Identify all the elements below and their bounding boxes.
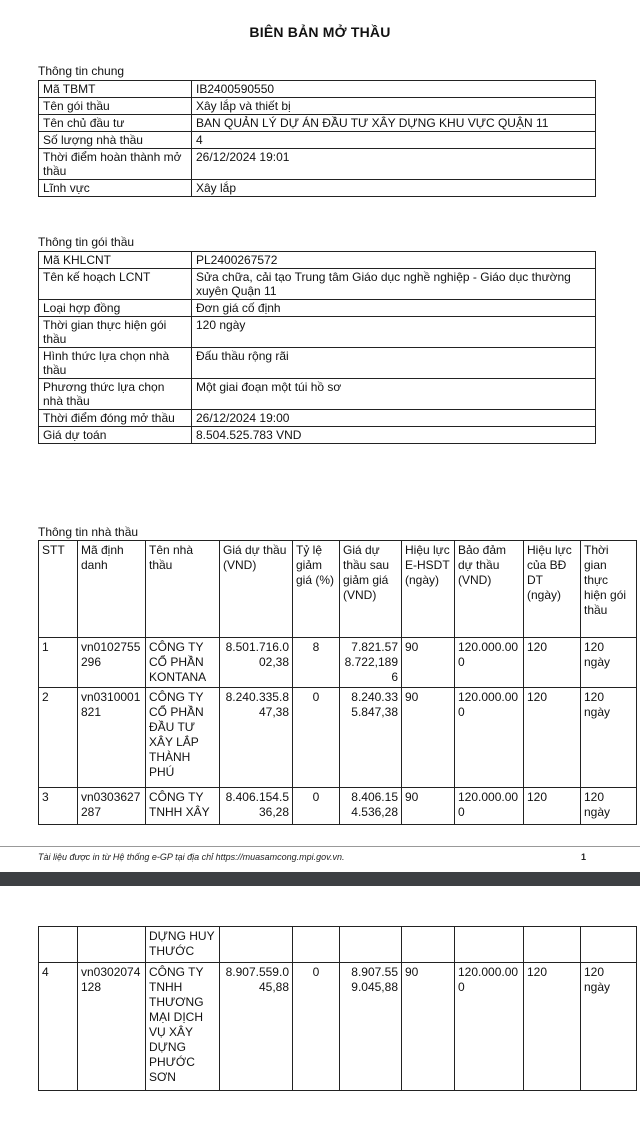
table-row: [39, 149, 596, 180]
general-key: Thời điểm hoàn thành mở thầu: [39, 149, 192, 180]
validity-cell: 90: [402, 638, 455, 688]
guarantee-validity-cell: 120: [524, 638, 581, 688]
empty-cell: [39, 927, 78, 963]
name-cell: CÔNG TY CỔ PHẦN KONTANA: [146, 638, 220, 688]
contractor-table: [38, 540, 637, 825]
col-header: Tên nhà thầu: [146, 541, 220, 638]
table-row: [39, 252, 596, 269]
guarantee-validity-cell: 120: [524, 788, 581, 825]
name-cell: CÔNG TY TNHH XÂY: [146, 788, 220, 825]
package-key: Thời điểm đóng mở thầu: [39, 410, 192, 427]
table-row: [39, 180, 596, 197]
general-value: Xây lắp và thiết bị: [192, 98, 596, 115]
guarantee-cell: 120.000.000: [455, 788, 524, 825]
empty-cell: [455, 927, 524, 963]
table-row: [39, 300, 596, 317]
price-cell: 8.907.559.045,88: [220, 963, 293, 1091]
general-value: IB2400590550: [192, 81, 596, 98]
package-value: Đấu thầu rộng rãi: [192, 348, 596, 379]
table-row: [39, 963, 637, 1091]
page-footer: [38, 852, 598, 862]
validity-cell: 90: [402, 788, 455, 825]
table-header-row: [39, 541, 637, 638]
table-row: [39, 348, 596, 379]
footer-text: Tài liệu được in từ Hệ thống e-GP tại địa chỉ https://muasamcong.mpi.gov.vn.: [38, 852, 345, 862]
package-key: Hình thức lựa chọn nhà thầu: [39, 348, 192, 379]
col-header: Hiệu lực của BĐ DT (ngày): [524, 541, 581, 638]
table-row: [39, 379, 596, 410]
general-key: Lĩnh vực: [39, 180, 192, 197]
general-value: Xây lắp: [192, 180, 596, 197]
general-key: Tên gói thầu: [39, 98, 192, 115]
discount-cell: 0: [293, 688, 340, 788]
document-title: BIÊN BẢN MỞ THẦU: [249, 24, 391, 40]
col-header: Hiệu lực E-HSDT (ngày): [402, 541, 455, 638]
name-cell: CÔNG TY CỔ PHẦN ĐẦU TƯ XÂY LẮP THÀNH PHÚ: [146, 688, 220, 788]
guarantee-validity-cell: 120: [524, 963, 581, 1091]
package-value: 120 ngày: [192, 317, 596, 348]
empty-cell: [293, 927, 340, 963]
package-value: 26/12/2024 19:00: [192, 410, 596, 427]
package-key: Mã KHLCNT: [39, 252, 192, 269]
general-value: 4: [192, 132, 596, 149]
contractor-table-continued: [38, 926, 637, 1091]
package-key: Phương thức lựa chọn nhà thầu: [39, 379, 192, 410]
table-row: [39, 81, 596, 98]
empty-cell: [524, 927, 581, 963]
package-info-heading: Thông tin gói thầu: [38, 235, 135, 249]
name-cell: DỰNG HUY THƯỚC: [146, 927, 220, 963]
duration-cell: 120 ngày: [581, 963, 637, 1091]
discount-cell: 0: [293, 963, 340, 1091]
price-cell: 8.501.716.002,38: [220, 638, 293, 688]
table-row: [39, 115, 596, 132]
validity-cell: 90: [402, 688, 455, 788]
id-cell: vn0302074128: [78, 963, 146, 1091]
duration-cell: 120 ngày: [581, 788, 637, 825]
table-row: [39, 98, 596, 115]
empty-cell: [340, 927, 402, 963]
guarantee-cell: 120.000.000: [455, 638, 524, 688]
contractor-info-heading: Thông tin nhà thầu: [38, 525, 139, 539]
general-info-heading: Thông tin chung: [38, 64, 125, 78]
stt-cell: 3: [39, 788, 78, 825]
empty-cell: [581, 927, 637, 963]
footer-divider: [0, 846, 640, 847]
duration-cell: 120 ngày: [581, 638, 637, 688]
col-header: Thời gian thực hiện gói thầu: [581, 541, 637, 638]
col-header: Giá dự thầu sau giảm giá (VND): [340, 541, 402, 638]
general-value: BAN QUẢN LÝ DỰ ÁN ĐẦU TƯ XÂY DỰNG KHU VỰC QUẬN 11: [192, 115, 596, 132]
package-value: Một giai đoạn một túi hồ sơ: [192, 379, 596, 410]
duration-cell: 120 ngày: [581, 688, 637, 788]
after-discount-cell: 8.240.335.847,38: [340, 688, 402, 788]
guarantee-cell: 120.000.000: [455, 688, 524, 788]
general-key: Số lượng nhà thầu: [39, 132, 192, 149]
after-discount-cell: 8.406.154.536,28: [340, 788, 402, 825]
id-cell: vn0303627287: [78, 788, 146, 825]
package-value: PL2400267572: [192, 252, 596, 269]
price-cell: 8.240.335.847,38: [220, 688, 293, 788]
id-cell: vn0310001821: [78, 688, 146, 788]
guarantee-cell: 120.000.000: [455, 963, 524, 1091]
col-header: STT: [39, 541, 78, 638]
general-key: Tên chủ đầu tư: [39, 115, 192, 132]
price-cell: 8.406.154.536,28: [220, 788, 293, 825]
package-value: 8.504.525.783 VND: [192, 427, 596, 444]
col-header: Giá dự thầu (VND): [220, 541, 293, 638]
stt-cell: 2: [39, 688, 78, 788]
table-row: [39, 427, 596, 444]
table-row: [39, 788, 637, 825]
general-key: Mã TBMT: [39, 81, 192, 98]
general-value: 26/12/2024 19:01: [192, 149, 596, 180]
table-row: [39, 410, 596, 427]
table-row: [39, 132, 596, 149]
empty-cell: [402, 927, 455, 963]
table-row: [39, 688, 637, 788]
stt-cell: 1: [39, 638, 78, 688]
stt-cell: 4: [39, 963, 78, 1091]
empty-cell: [220, 927, 293, 963]
col-header: Bảo đảm dự thầu (VND): [455, 541, 524, 638]
col-header: Mã định danh: [78, 541, 146, 638]
table-row: [39, 927, 637, 963]
discount-cell: 8: [293, 638, 340, 688]
page-separator: [0, 872, 640, 886]
table-row: [39, 638, 637, 688]
general-info-table: [38, 80, 596, 197]
after-discount-cell: 8.907.559.045,88: [340, 963, 402, 1091]
table-row: [39, 317, 596, 348]
discount-cell: 0: [293, 788, 340, 825]
package-info-table: [38, 251, 596, 444]
col-header: Tỷ lệ giảm giá (%): [293, 541, 340, 638]
guarantee-validity-cell: 120: [524, 688, 581, 788]
id-cell: vn0102755296: [78, 638, 146, 688]
page-number: 1: [580, 852, 586, 862]
package-value: Đơn giá cố định: [192, 300, 596, 317]
after-discount-cell: 7.821.578.722,1896: [340, 638, 402, 688]
validity-cell: 90: [402, 963, 455, 1091]
package-key: Tên kế hoạch LCNT: [39, 269, 192, 300]
package-key: Giá dự toán: [39, 427, 192, 444]
document-page-2: [0, 886, 640, 1127]
table-row: [39, 269, 596, 300]
package-key: Loại hợp đồng: [39, 300, 192, 317]
empty-cell: [78, 927, 146, 963]
package-value: Sửa chữa, cải tạo Trung tâm Giáo dục nghề nghiệp - Giáo dục thường xuyên Quận 11: [192, 269, 596, 300]
name-cell: CÔNG TY TNHH THƯƠNG MẠI DỊCH VỤ XÂY DỰNG PHƯỚC SƠN: [146, 963, 220, 1091]
package-key: Thời gian thực hiện gói thầu: [39, 317, 192, 348]
